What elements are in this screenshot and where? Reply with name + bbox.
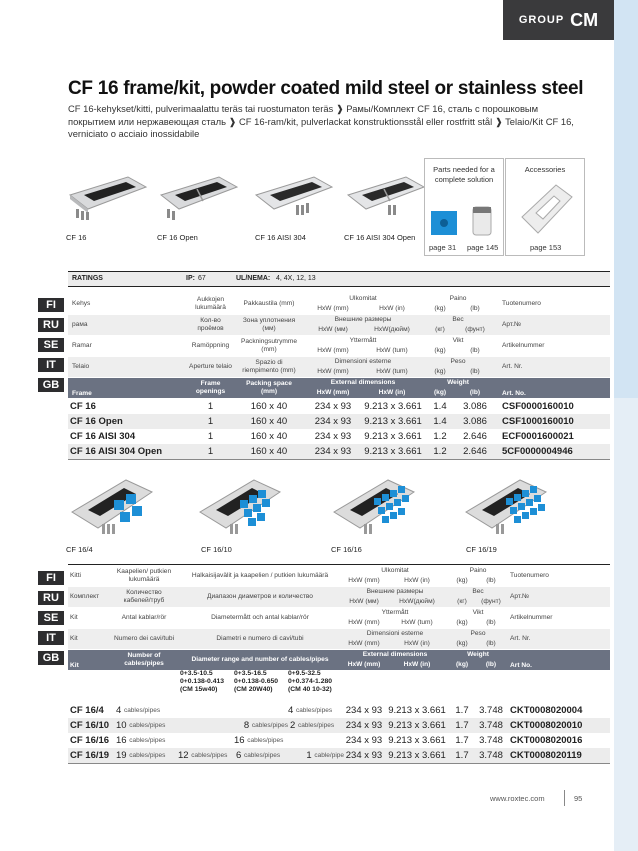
cell-unit: cables/pipes — [123, 706, 161, 714]
nema-value: 4, 4X, 12, 13 — [276, 275, 316, 282]
cell-range-3 — [290, 748, 344, 763]
col-frame: рама — [72, 321, 88, 328]
col-weight: Вес — [472, 588, 484, 595]
col-openings: Aukkojen lukumäärä — [195, 296, 226, 311]
ip-label: IP: — [186, 275, 195, 282]
cell-mm: 234 x 93 — [314, 400, 352, 412]
col-frame: Ramar — [72, 342, 92, 349]
col-ext: Внешние размеры — [366, 588, 424, 595]
range-2-line-1: 0+3.5-16.5 — [234, 670, 267, 677]
t1-header-it — [68, 357, 610, 377]
col-ext: Ulkomitat — [349, 295, 377, 302]
range-1-line-1: 0+3.5-10.5 — [180, 670, 213, 677]
col-weight: Vikt — [452, 337, 464, 344]
cell-unit: cable/pipe — [314, 751, 344, 759]
col-openings: Ramöppning — [191, 342, 230, 349]
col-ext: Ulkomitat — [381, 567, 409, 574]
col-ext-in: HxW(дюйм) — [374, 326, 410, 333]
col-lb: (lb) — [470, 347, 480, 354]
cell-art: ECF0001600021 — [502, 430, 574, 442]
cell-packing: 160 x 40 — [250, 415, 288, 427]
col-ext-in: HxW (in) — [404, 577, 430, 584]
cell-range-2 — [234, 718, 288, 733]
cf16-4-kit-image — [68, 472, 158, 540]
col-cables: Number of cables/pipes — [124, 652, 164, 667]
col-frame: Telaio — [72, 363, 90, 370]
col-kg: (kg) — [433, 389, 447, 396]
divider — [68, 286, 610, 287]
accessory-gasket-image — [516, 181, 576, 239]
cell-kg: 1.7 — [455, 749, 469, 761]
lang-tab-gb: GB — [38, 651, 64, 665]
col-lb: (lb) — [470, 368, 480, 375]
col-ext: Внешние размеры — [334, 316, 392, 323]
lang-tab-ru: RU — [38, 318, 64, 332]
divider — [68, 459, 610, 460]
col-range: Diameter range and number of cables/pipes — [191, 656, 329, 663]
col-lb: (lb) — [486, 577, 496, 584]
cell-kit: CF 16/10 — [70, 719, 110, 731]
cell-range-3 — [288, 703, 344, 718]
side-strip-band — [614, 0, 638, 398]
cell-mm: 234 x 93 — [345, 734, 383, 746]
cf16-aisi304-frame-image — [252, 165, 334, 223]
range-col-1 — [180, 670, 234, 702]
col-art: Artikelnummer — [510, 614, 553, 621]
col-ext-in: HxW (tum) — [376, 347, 408, 354]
cell-unit: cables/pipes — [129, 751, 166, 759]
cell-kg: 1.2 — [433, 430, 447, 442]
cell-range-3-n: 4 — [288, 704, 294, 716]
accessories-title: Accessories — [524, 165, 566, 174]
col-lb: (lb) — [486, 640, 496, 647]
cell-unit: cables/pipes — [243, 751, 281, 759]
col-ext-mm: HxW (mm) — [316, 389, 350, 396]
col-kg: (kg) — [434, 305, 446, 312]
col-packing: Зона уплотнения (мм) — [242, 317, 296, 332]
col-kit: Kit — [70, 635, 78, 642]
cell-art: CSF1000160010 — [502, 415, 574, 427]
cell-openings: 1 — [207, 445, 214, 457]
frame-caption: CF 16 AISI 304 Open — [344, 233, 416, 242]
col-weight: Weight — [467, 651, 489, 658]
cell-frame: CF 16 AISI 304 — [70, 430, 136, 442]
cell-cables — [116, 733, 176, 748]
parts-image — [429, 203, 499, 239]
nema-label: UL/NEMA: — [236, 275, 271, 282]
lang-tab-it: IT — [38, 358, 64, 372]
footer-separator — [564, 790, 565, 806]
col-ext-mm: HxW (mm) — [347, 661, 381, 668]
col-ext-in: HxW (in) — [403, 661, 431, 668]
cell-lb: 3.748 — [479, 734, 503, 746]
cell-in: 9.213 x 3.661 — [388, 749, 446, 761]
cell-unit: cables/pipes — [295, 706, 333, 714]
col-ext-mm: HxW (мм) — [349, 598, 379, 605]
col-range: Diametri e numero di cavi/tubi — [216, 635, 304, 642]
cell-kit: CF 16/16 — [70, 734, 110, 746]
col-weight: Paino — [469, 567, 487, 574]
cell-mm: 234 x 93 — [314, 430, 352, 442]
col-cables: Numero dei cavi/tubi — [113, 635, 175, 642]
cell-range-2-n: 8 — [243, 719, 250, 731]
col-ext: Dimensioni esterne — [366, 630, 424, 637]
cell-lb: 3.748 — [479, 719, 503, 731]
col-kg: (kg) — [456, 577, 468, 584]
cell-packing: 160 x 40 — [250, 445, 288, 457]
cf16-open-frame-image — [157, 165, 239, 223]
lang-tab-se: SE — [38, 611, 64, 625]
cell-art: CKT0008020010 — [510, 719, 583, 731]
cell-in: 9.213 x 3.661 — [364, 415, 422, 427]
range-1-line-2: 0+0.138-0.413 — [180, 678, 225, 685]
range-subheader — [68, 670, 610, 702]
col-kg: (кг) — [457, 598, 467, 605]
table-row — [68, 399, 610, 414]
cell-kg: 1.7 — [455, 734, 469, 746]
t2-header-ru — [68, 587, 610, 607]
cell-range-1 — [178, 748, 236, 763]
col-weight: Вес — [452, 316, 464, 323]
col-kit: Kit — [70, 662, 79, 669]
col-range: Диапазон диаметров и количество — [207, 593, 313, 600]
col-cables: Antal kablar/rör — [121, 614, 167, 621]
table-row — [68, 414, 610, 429]
cell-openings: 1 — [207, 400, 214, 412]
cell-mm: 234 x 93 — [314, 415, 352, 427]
col-lb: (lb) — [470, 305, 480, 312]
frame-caption: CF 16 — [66, 233, 87, 242]
table-row — [68, 718, 610, 733]
col-lb: (lb) — [485, 661, 497, 668]
col-art: Art No. — [510, 662, 532, 669]
cell-range-2 — [234, 733, 288, 748]
col-packing: Pakkaustila (mm) — [243, 300, 295, 307]
col-weight: Peso — [450, 358, 466, 365]
accessories-box — [505, 158, 585, 256]
cell-kg: 1.4 — [433, 415, 447, 427]
cell-in: 9.213 x 3.661 — [364, 400, 422, 412]
col-ext: Dimensioni esterne — [334, 358, 392, 365]
col-ext-in: HxW (in) — [378, 389, 406, 396]
range-3-line-3: (CM 40 10-32) — [288, 686, 332, 693]
col-packing: Packing space (mm) — [246, 380, 292, 395]
divider — [68, 564, 610, 565]
col-cables: Количество кабелей/труб — [123, 589, 165, 604]
cell-cables — [116, 703, 176, 718]
col-ext-mm: HxW (mm) — [317, 347, 349, 354]
col-ext-mm: HxW (mm) — [348, 577, 380, 584]
parts-page-b: page 145 — [467, 243, 499, 252]
table-row — [68, 703, 610, 718]
cell-in: 9.213 x 3.661 — [364, 445, 422, 457]
t1-header-se — [68, 336, 610, 356]
col-frame: Frame — [72, 390, 92, 397]
col-kit: Комплект — [70, 593, 100, 600]
t2-header-gb — [68, 650, 610, 670]
col-weight: Vikt — [472, 609, 484, 616]
cell-openings: 1 — [207, 430, 214, 442]
cf16-16-kit-image — [330, 472, 420, 540]
col-art: Tuotenumero — [502, 300, 541, 307]
col-weight: Peso — [470, 630, 486, 637]
col-kg: (kg) — [456, 619, 468, 626]
col-openings: Кол-во проёмов — [197, 317, 224, 332]
col-packing: Spazio di riempimento (mm) — [242, 359, 296, 374]
table-row — [68, 429, 610, 444]
col-art: Artikelnummer — [502, 342, 545, 349]
lang-tab-fi: FI — [38, 571, 64, 585]
accessories-page: page 153 — [530, 243, 562, 252]
cell-unit: cables/pipes — [129, 736, 166, 744]
cell-mm: 234 x 93 — [314, 445, 352, 457]
cell-unit: cables/pipes — [191, 751, 228, 759]
range-2-line-3: (CM 20W40) — [234, 686, 273, 693]
col-packing: Packningsutrymme (mm) — [240, 338, 298, 353]
col-ext-mm: HxW (mm) — [317, 368, 349, 375]
col-openings: Aperture telaio — [189, 363, 232, 370]
col-art: Art. Nr. — [510, 635, 531, 642]
cell-art: CKT0008020016 — [510, 734, 583, 746]
cell-mm: 234 x 93 — [345, 719, 383, 731]
ratings-label: RATINGS — [72, 275, 103, 282]
cell-frame: CF 16 — [70, 400, 96, 412]
range-2-line-2: 0+0.138-0.650 — [234, 678, 279, 685]
col-ext-in: HxW (tum) — [401, 619, 433, 626]
col-weight: Paino — [449, 295, 467, 302]
cell-cables-n: 10 — [116, 719, 127, 731]
col-kg: (kg) — [456, 640, 468, 647]
col-range: Diametermått och antal kablar/rör — [211, 614, 309, 621]
cell-in: 9.213 x 3.661 — [364, 430, 422, 442]
t2-header-it — [68, 629, 610, 649]
col-kg: (kg) — [455, 661, 469, 668]
col-openings: Frame openings — [195, 380, 226, 395]
footer-url[interactable]: www.roxtec.com — [490, 794, 545, 803]
col-lb: (фунт) — [481, 598, 501, 605]
cell-in: 9.213 x 3.661 — [388, 704, 446, 716]
col-ext-mm: HxW (mm) — [317, 305, 349, 312]
table-row — [68, 733, 610, 748]
cell-lb: 2.646 — [463, 430, 487, 442]
cell-cables-n: 4 — [116, 704, 122, 716]
cell-unit: cables/pipes — [297, 721, 335, 729]
cell-cables — [116, 718, 176, 733]
col-art: Art. No. — [502, 390, 526, 397]
cell-art: CKT0008020119 — [510, 749, 582, 761]
cell-lb: 3.748 — [479, 704, 503, 716]
cell-lb: 3.086 — [463, 415, 487, 427]
cell-kg: 1.7 — [455, 719, 469, 731]
col-ext: Yttermått — [349, 337, 377, 344]
col-art: Арт.№ — [510, 593, 530, 600]
cell-mm: 234 x 93 — [345, 749, 383, 761]
cell-in: 9.213 x 3.661 — [388, 734, 446, 746]
col-ext-in: HxW (tum) — [376, 368, 408, 375]
cell-openings: 1 — [207, 415, 214, 427]
col-art: Арт.№ — [502, 321, 522, 328]
cell-kg: 1.2 — [433, 445, 447, 457]
col-weight: Weight — [447, 379, 469, 386]
cf16-frame-image — [66, 165, 148, 223]
range-1-line-3: (CM 15w40) — [180, 686, 218, 693]
lang-tab-fi: FI — [38, 298, 64, 312]
col-ext-in: HxW(дюйм) — [399, 598, 435, 605]
cf16-19-kit-image — [462, 472, 552, 540]
cell-frame: CF 16 Open — [70, 415, 123, 427]
cell-range-2-n: 16 — [234, 734, 245, 746]
kit-caption: CF 16/16 — [331, 545, 362, 554]
cell-range-3-n: 1 — [306, 749, 312, 761]
t1-header-ru — [68, 315, 610, 335]
range-3-line-1: 0+9.5-32.5 — [288, 670, 321, 677]
table-row — [68, 748, 610, 763]
frame-caption: CF 16 Open — [157, 233, 198, 242]
t2-header-se — [68, 608, 610, 628]
cell-range-3-n: 2 — [290, 719, 296, 731]
cell-range-1-n: 12 — [178, 749, 189, 761]
col-kit: Kitti — [70, 572, 81, 579]
col-ext-mm: HxW (mm) — [348, 640, 380, 647]
side-strip — [614, 0, 638, 851]
cell-cables-n: 19 — [116, 749, 127, 761]
cell-lb: 2.646 — [463, 445, 487, 457]
cell-kit: CF 16/4 — [70, 704, 104, 716]
cf16-10-kit-image — [196, 472, 286, 540]
page-subtitle: CF 16-kehykset/kitti, pulverimaalattu teräs tai ruostumaton teräs ❱ Рамы/Комплект CF 16, сталь с порошковым покрытием или нержавеющая сталь ❱ CF 16-ram/kit, pulverlackat konstruktionsstål eller rostfritt stål ❱ Telaio/Kit CF 16, verniciato o acciaio inossidabile — [68, 103, 574, 139]
col-art: Art. Nr. — [502, 363, 523, 370]
col-kg: (кг) — [435, 326, 445, 333]
group-tab — [503, 0, 614, 40]
kit-caption: CF 16/4 — [66, 545, 93, 554]
cf16-aisi304-open-frame-image — [344, 165, 426, 223]
col-ext-mm: HxW (mm) — [348, 619, 380, 626]
col-art: Tuotenumero — [510, 572, 549, 579]
col-lb: (lb) — [469, 389, 481, 396]
cell-art: CSF0000160010 — [502, 400, 574, 412]
cell-lb: 3.748 — [479, 749, 503, 761]
cell-range-2-n: 6 — [236, 749, 242, 761]
group-code: CM — [570, 9, 599, 30]
divider — [68, 763, 610, 764]
kit-caption: CF 16/10 — [201, 545, 232, 554]
t2-header-fi — [68, 566, 610, 586]
cell-packing: 160 x 40 — [250, 400, 288, 412]
parts-needed-box — [424, 158, 504, 256]
ratings-bar — [68, 272, 610, 286]
col-lb: (фунт) — [465, 326, 485, 333]
cell-unit: cables/pipes — [129, 721, 166, 729]
col-kg: (kg) — [434, 368, 446, 375]
col-frame: Kehys — [72, 300, 91, 307]
cell-range-3 — [290, 718, 344, 733]
cell-frame: CF 16 AISI 304 Open — [70, 445, 163, 457]
col-kg: (kg) — [434, 347, 446, 354]
cell-art: CKT0008020004 — [510, 704, 583, 716]
t1-header-fi — [68, 294, 610, 314]
col-ext: Yttermått — [381, 609, 409, 616]
parts-needed-title: Parts needed for a complete solution — [433, 165, 495, 184]
col-ext-mm: HxW (мм) — [318, 326, 348, 333]
col-ext: External dimensions — [362, 651, 428, 658]
cell-kit: CF 16/19 — [70, 749, 110, 761]
range-col-3 — [288, 670, 344, 702]
col-range: Halkaisijavälit ja kaapelien / putkien lukumäärä — [191, 572, 329, 579]
cell-mm: 234 x 93 — [345, 704, 383, 716]
col-ext: External dimensions — [330, 379, 396, 386]
cell-range-2 — [236, 748, 290, 763]
cell-art: 5CF0000004946 — [502, 445, 573, 457]
lang-tab-it: IT — [38, 631, 64, 645]
lang-tab-ru: RU — [38, 591, 64, 605]
cell-lb: 3.086 — [463, 400, 487, 412]
cell-cables — [116, 748, 178, 763]
table-row — [68, 444, 610, 459]
page-number: 95 — [574, 794, 583, 803]
cell-unit: cables/pipes — [251, 721, 288, 729]
cell-kg: 1.7 — [455, 704, 469, 716]
range-col-2 — [234, 670, 288, 702]
kit-caption: CF 16/19 — [466, 545, 497, 554]
lang-tab-se: SE — [38, 338, 64, 352]
cell-unit: cables/pipes — [247, 736, 284, 744]
group-label: GROUP — [518, 14, 565, 26]
range-3-line-2: 0+0.374-1.280 — [288, 678, 333, 685]
ip-value: 67 — [198, 275, 206, 282]
cell-in: 9.213 x 3.661 — [388, 719, 446, 731]
cell-cables-n: 16 — [116, 734, 127, 746]
cell-kg: 1.4 — [433, 400, 447, 412]
col-ext-in: HxW (in) — [379, 305, 405, 312]
lang-tab-gb: GB — [38, 378, 64, 392]
col-kit: Kit — [70, 614, 78, 621]
page-title: CF 16 frame/kit, powder coated mild steel or stainless steel — [68, 78, 584, 99]
frame-caption: CF 16 AISI 304 — [255, 233, 306, 242]
parts-page-a: page 31 — [429, 243, 457, 252]
t1-header-gb — [68, 378, 610, 398]
col-cables: Kaapelien/ putkien lukumäärä — [116, 568, 172, 583]
col-lb: (lb) — [486, 619, 496, 626]
cell-packing: 160 x 40 — [250, 430, 288, 442]
col-ext-in: HxW (in) — [404, 640, 430, 647]
